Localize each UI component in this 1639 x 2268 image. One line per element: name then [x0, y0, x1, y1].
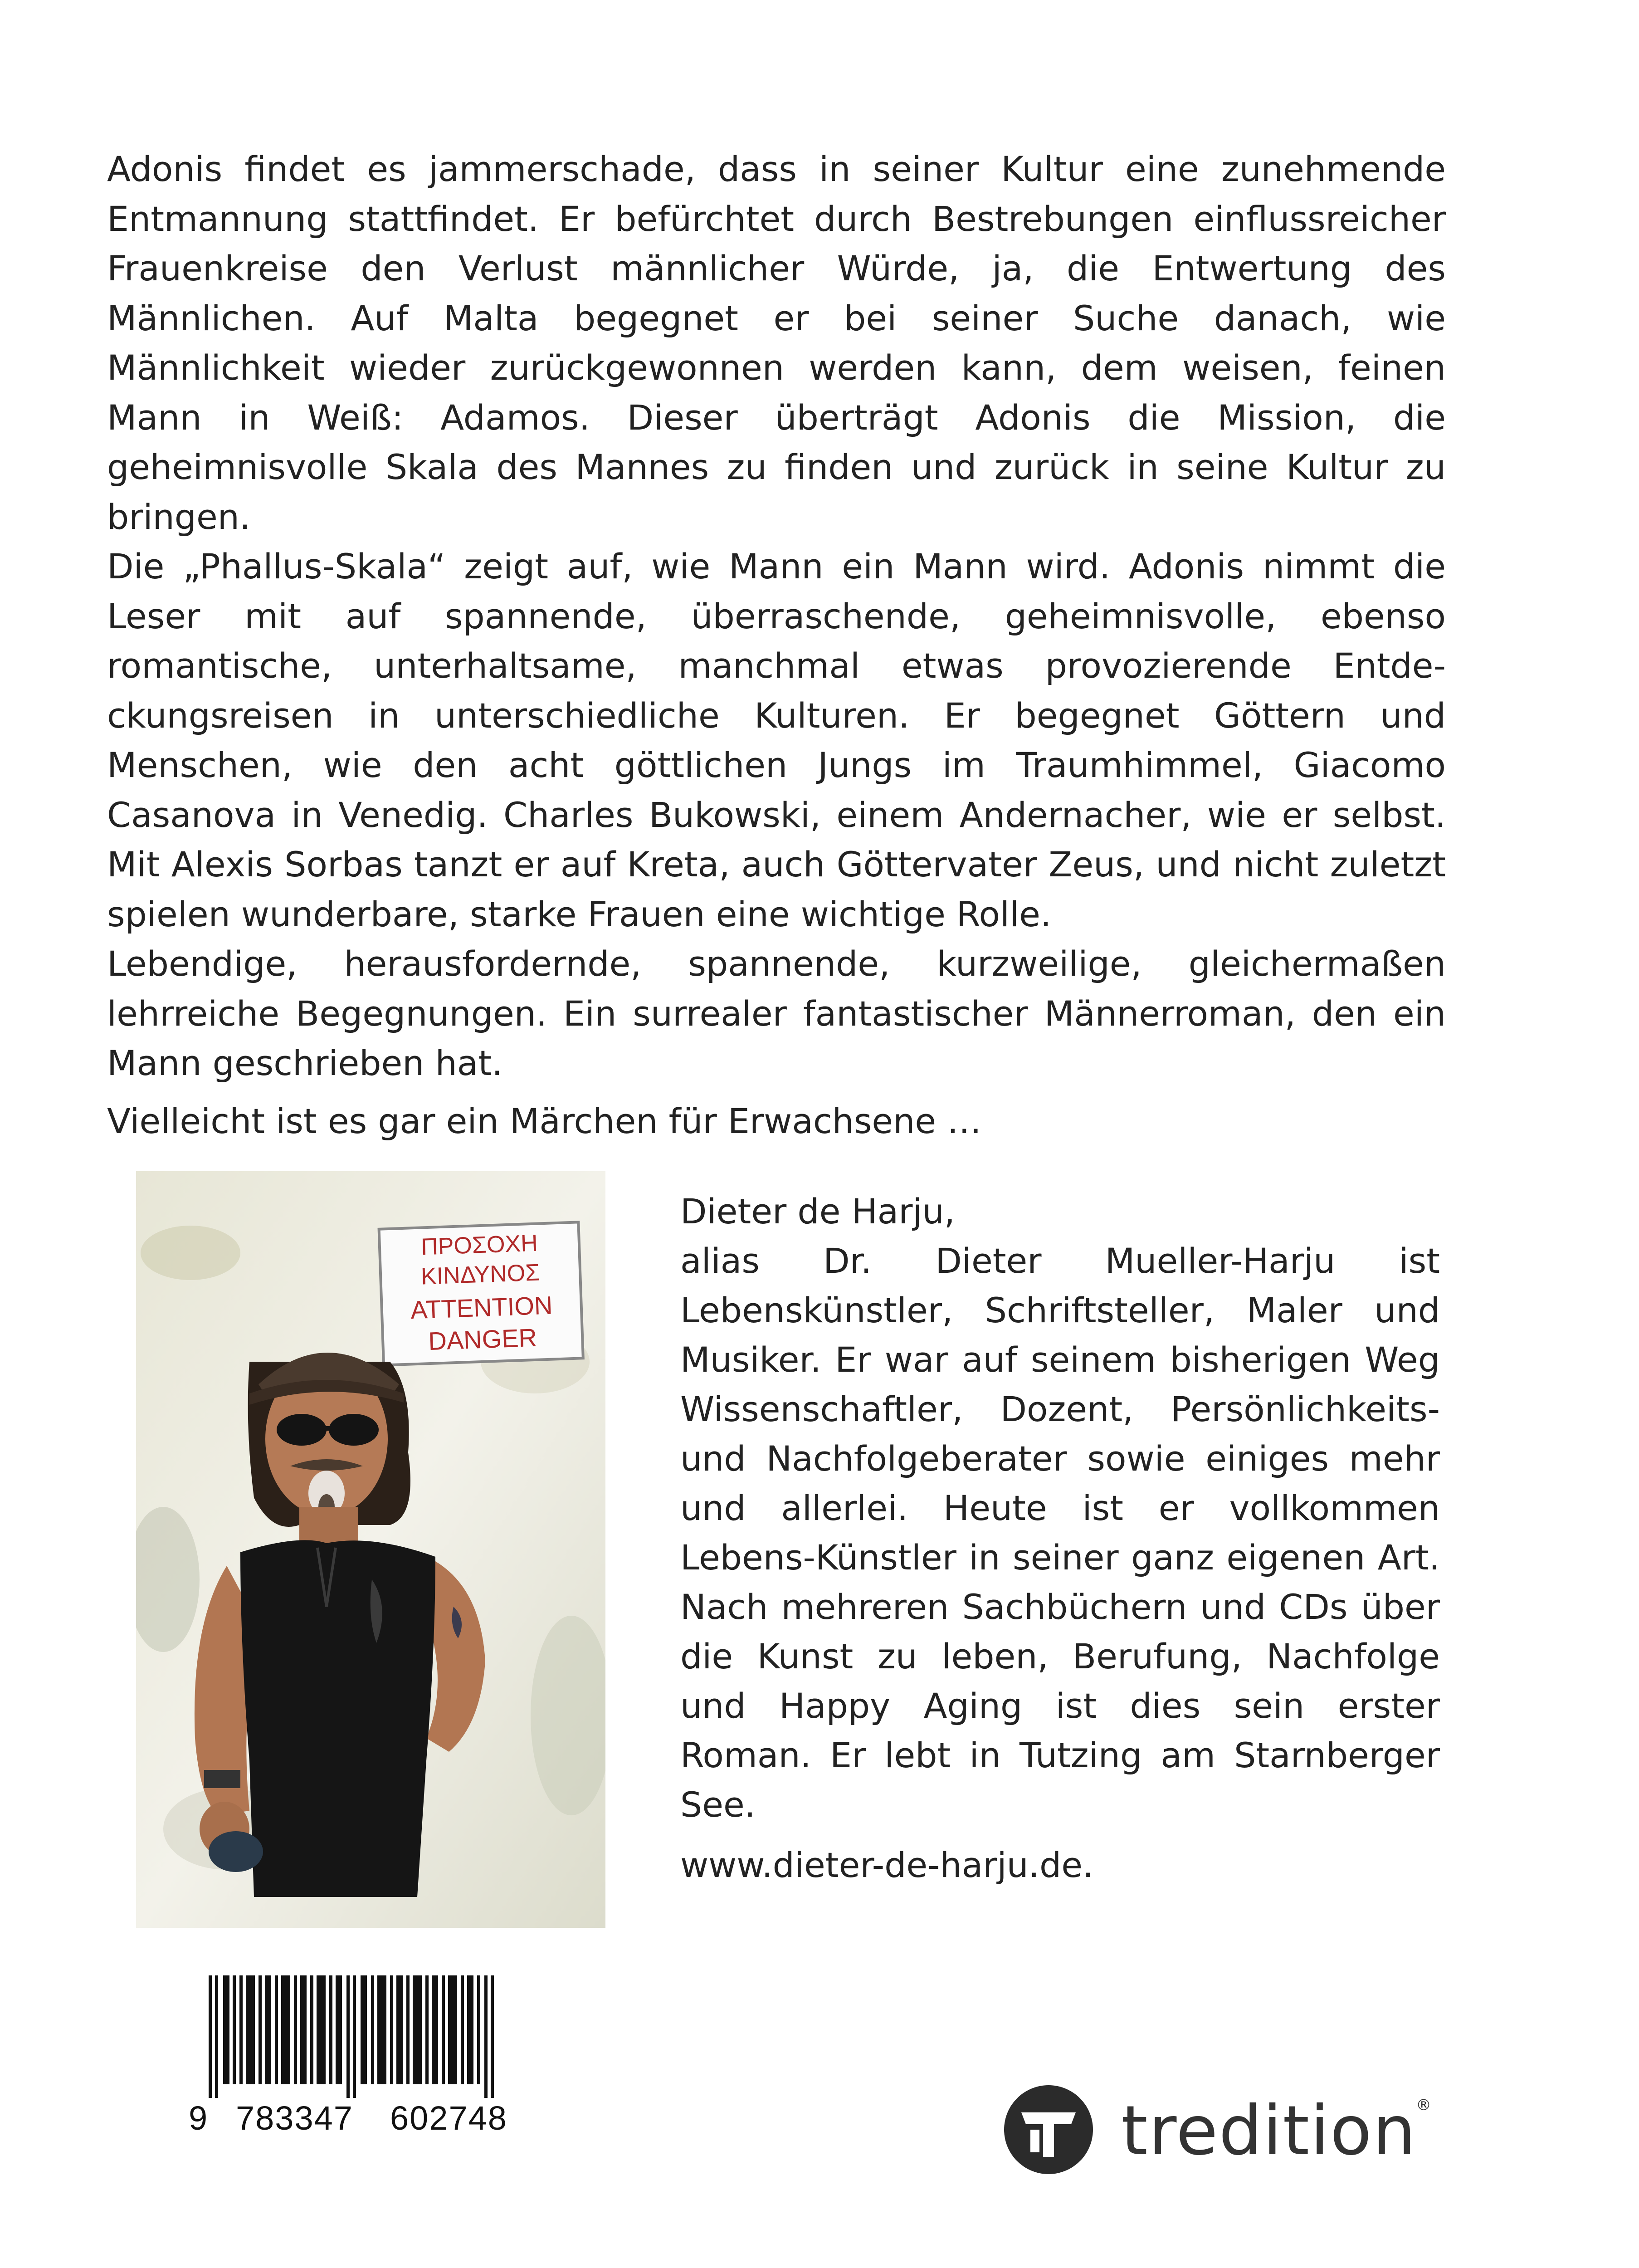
author-photo-illustration	[136, 1171, 605, 1928]
blurb-paragraph-1: Adonis findet es jammerschade, dass in seiner Kultur eine zunehmende Entmannung stattfindet. Er befürchtet durch Bestrebungen einflussreicher Frauenkreise den Verlust männlicher Würde, ja, die Entwertung des Männlichen. Auf Malta begegnet er bei seiner Suche danach, wie Männlichkeit wieder zurückgewonnen werden kann, dem weisen, feinen Mann in Weiß: Adamos. Dieser überträgt Adonis die Mission, die geheimnisvolle Skala des Mannes zu finden und zurück in seine Kultur zu bringen.	[107, 149, 1446, 537]
barcode-bars	[181, 1975, 526, 2098]
author-bio	[680, 1187, 1440, 1890]
sign-text-2: ΚΙΝΔΥΝΟΣ	[420, 1259, 541, 1290]
author-website-link[interactable]: www.dieter-de-harju.de.	[680, 1845, 1094, 1885]
tredition-logo-icon	[1003, 2084, 1094, 2175]
barcode-left-group: 783347	[236, 2099, 353, 2137]
author-bio-text: alias Dr. Dieter Mueller-Harju ist Lebenskünstler, Schriftsteller, Maler und Musiker. Er war auf seinem bisherigen Weg Wissenschaftler, Dozent, Persönlichkeits- und Nachfolgeberater sowie einiges mehr und allerlei. Heute ist er vollkommen Lebens-Künstler in seiner ganz eigenen Art. Nach mehreren Sachbüchern und CDs über die Kunst zu leben, Berufung, Nachfolge und Happy Aging ist dies sein erster Roman. Er lebt in Tutzing am Starnberger See.	[680, 1241, 1440, 1825]
barcode-first-digit: 9	[189, 2099, 208, 2137]
barcode-right-group: 602748	[390, 2099, 507, 2137]
publisher-logo	[1003, 2084, 1457, 2175]
barcode-digits	[181, 2099, 526, 2140]
blurb-paragraph-4: Vielleicht ist es gar ein Märchen für Erwachsene …	[107, 1100, 982, 1141]
registered-mark: ®	[1416, 2096, 1431, 2114]
author-name: Dieter de Harju,	[680, 1191, 955, 1232]
sign-text-4: DANGER	[428, 1323, 538, 1356]
author-photo	[136, 1171, 605, 1928]
publisher-name: tredition	[1121, 2092, 1417, 2170]
blurb-paragraph-2: Die „Phallus-Skala“ zeigt auf, wie Mann ein Mann wird. Adonis nimmt die Leser mit auf spannende, überraschende, geheimnisvolle, ebenso romantische, unterhaltsame, manchmal etwas provozierende Entdeckungsreisen in unterschiedliche Kulturen. Er begegnet Göttern und Menschen, wie den acht göttlichen Jungs im Traumhimmel, Giacomo Casanova in Venedig. Charles Bukowski, einem Andernacher, wie er selbst. Mit Alexis Sorbas tanzt er auf Kreta, auch Göttervater Zeus, und nicht zuletzt spielen wunderbare, starke Frauen eine wichtige Rolle.	[107, 546, 1446, 934]
blurb-text	[107, 144, 1446, 1146]
sign-text-3: ATTENTION	[410, 1290, 553, 1325]
isbn-barcode	[181, 1975, 526, 2139]
sign-text-1: ΠΡΟΣΟΧΗ	[420, 1230, 538, 1261]
blurb-paragraph-3: Lebendige, herausfordernde, spannende, kurzweilige, gleichermaßen lehrreiche Begegnungen. Ein surrealer fantastischer Männerroman, den ein Mann geschrieben hat.	[107, 943, 1446, 1083]
